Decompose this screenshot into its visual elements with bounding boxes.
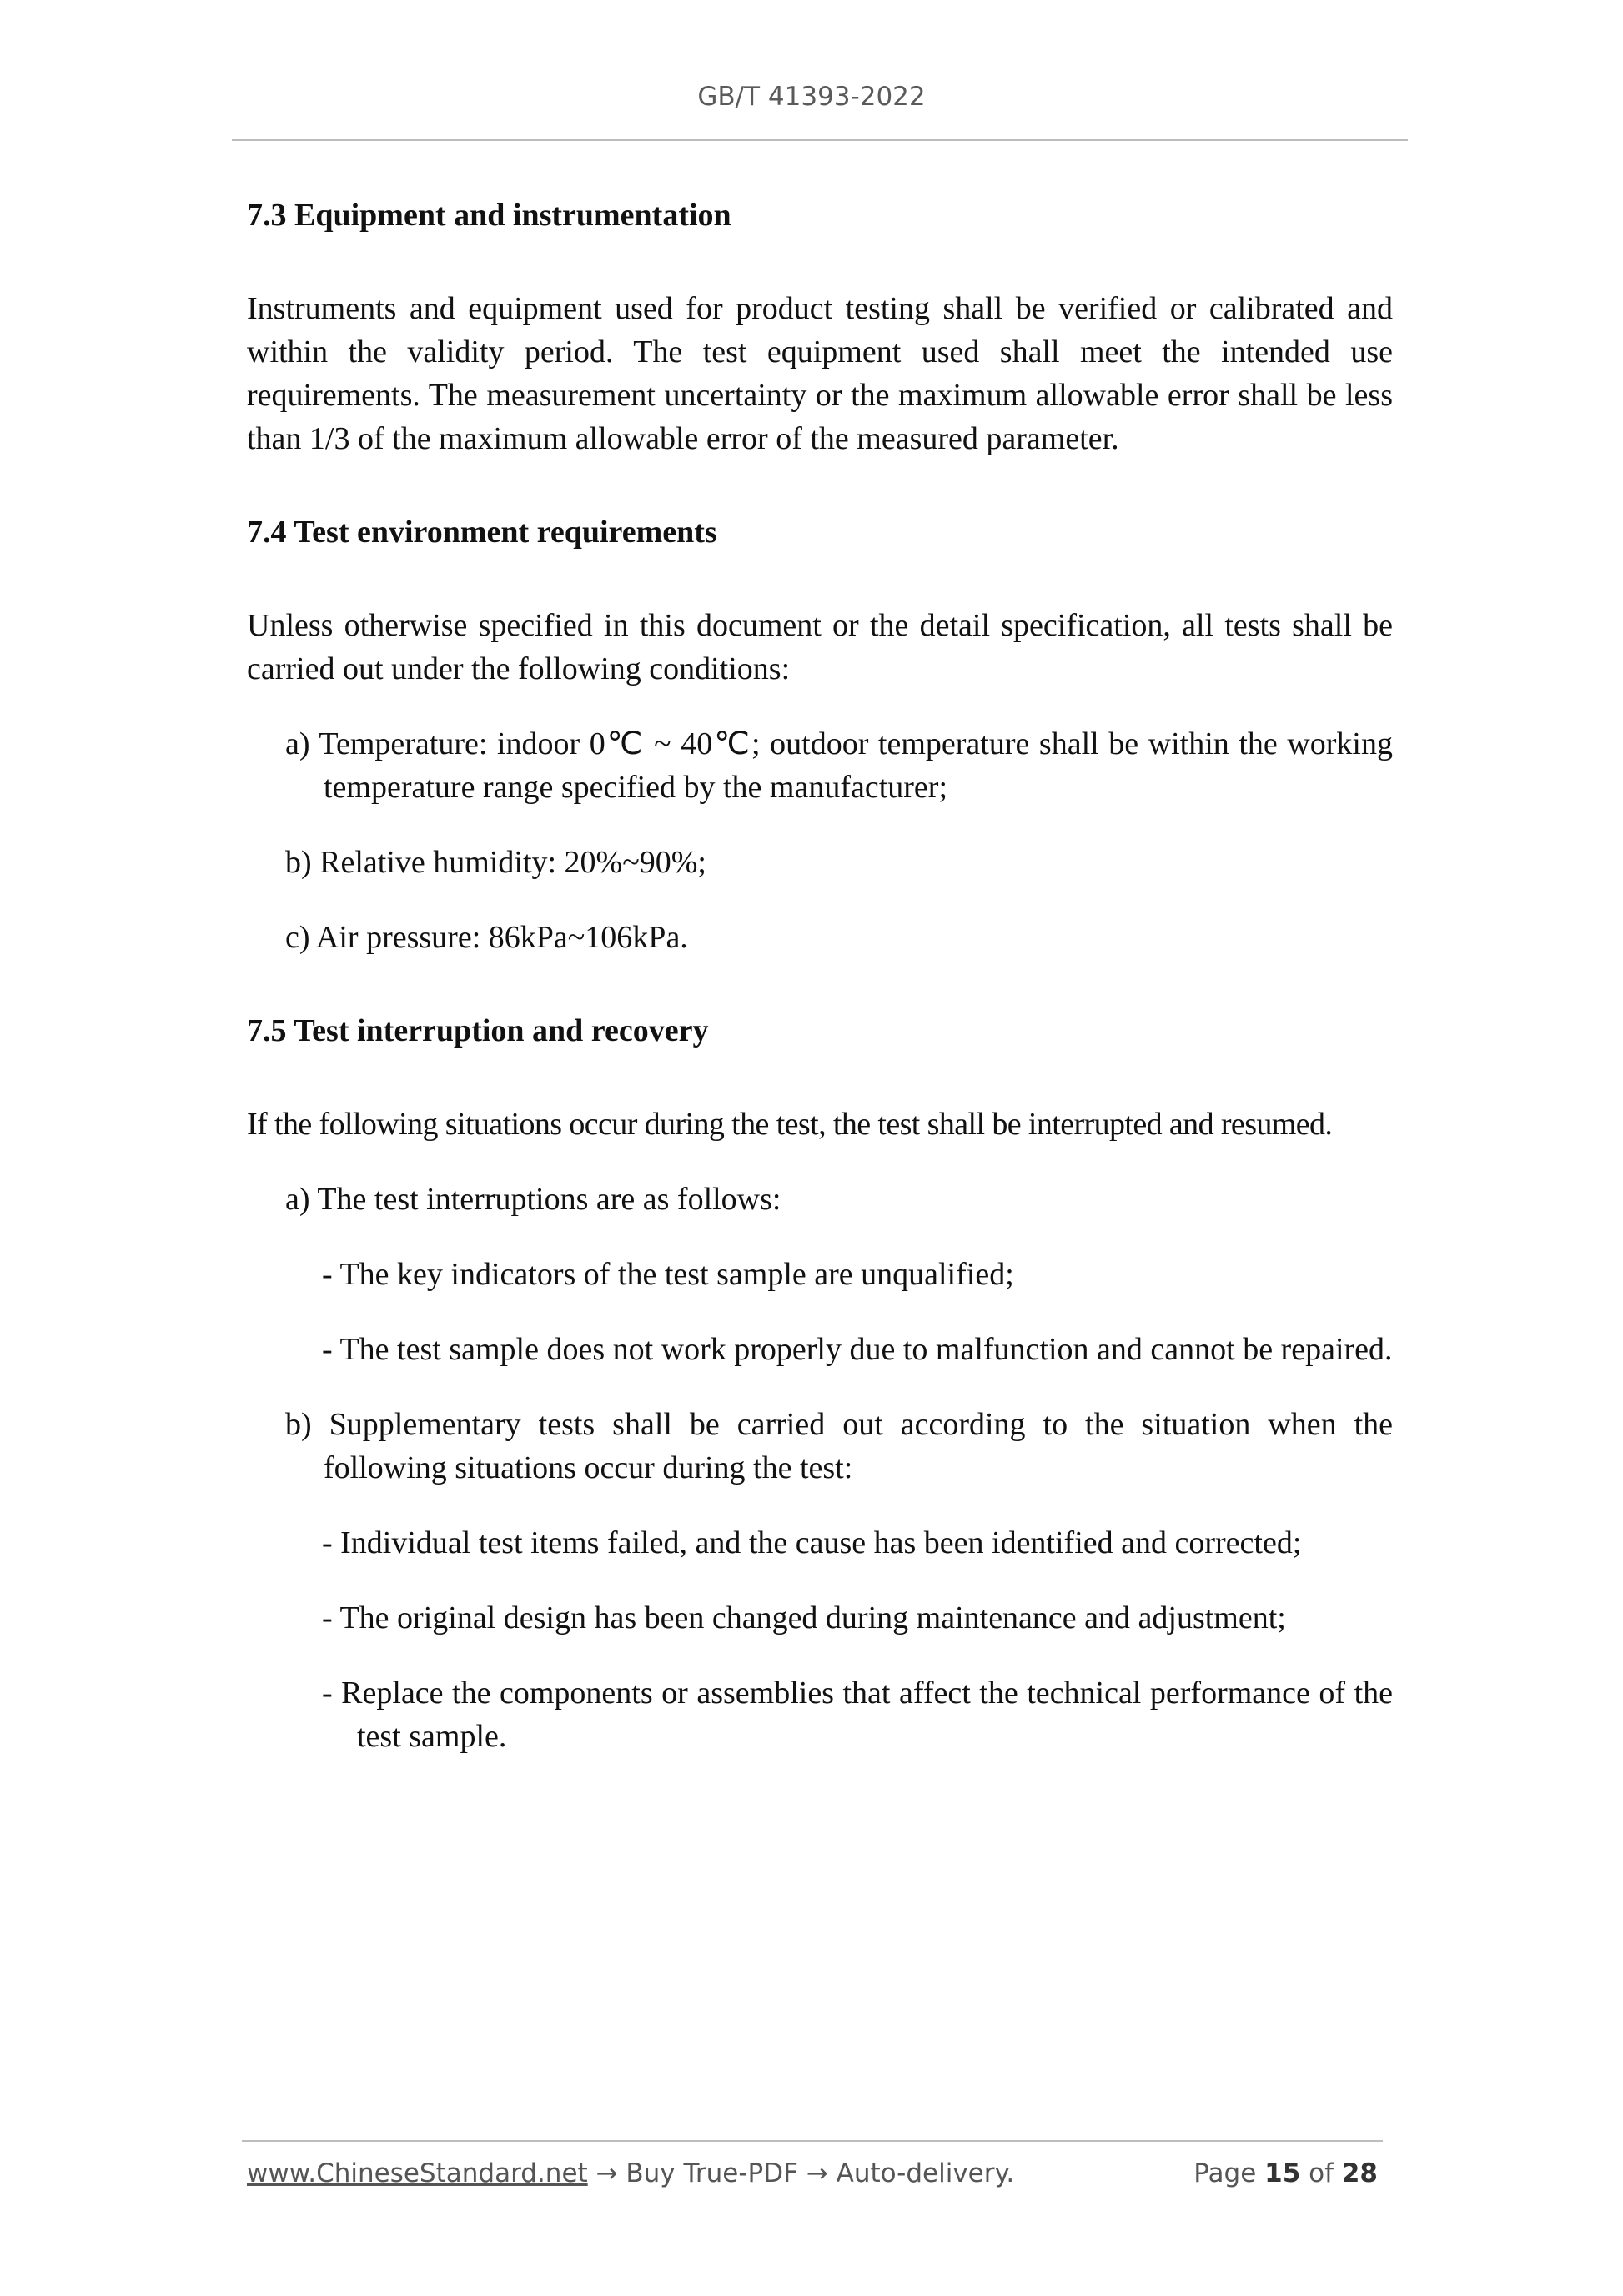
sub-list-item: - The key indicators of the test sample are unqualified; bbox=[322, 1257, 1014, 1292]
header-divider bbox=[232, 139, 1408, 141]
footer-divider bbox=[242, 2140, 1383, 2142]
website-link[interactable]: www.ChineseStandard.net bbox=[247, 2158, 588, 2188]
list-item-a: a) The test interruptions are as follows: bbox=[285, 1182, 781, 1217]
document-id: GB/T 41393-2022 bbox=[697, 82, 926, 112]
buy-pdf-text: Buy True-PDF bbox=[617, 2158, 806, 2188]
page-label: Page bbox=[1193, 2158, 1265, 2188]
sub-list-item: - Replace the components or assemblies that affect the technical performance of the test sample. bbox=[322, 1676, 1393, 1754]
document-body bbox=[247, 193, 1393, 1758]
of-label: of bbox=[1300, 2158, 1342, 2188]
section-7-4-heading: 7.4 Test environment requirements bbox=[247, 515, 717, 550]
total-pages: 28 bbox=[1341, 2158, 1378, 2188]
page-number: 15 bbox=[1264, 2158, 1301, 2188]
sub-list-item: - The original design has been changed during maintenance and adjustment; bbox=[322, 1600, 1286, 1635]
section-7-3-paragraph: Instruments and equipment used for product testing shall be verified or calibrated and within the validity period. The test equipment used shall meet the intended use requirements. The measurement uncertainty or the maximum allowable error shall be less than 1/3 of the maximum allowable error of the measured parameter. bbox=[247, 291, 1393, 456]
page-footer bbox=[247, 2158, 1378, 2200]
arrow-right-icon: → bbox=[806, 2158, 828, 2188]
section-7-3-heading: 7.3 Equipment and instrumentation bbox=[247, 198, 731, 233]
list-item: a) Temperature: indoor 0℃ ~ 40℃; outdoor temperature shall be within the working temperature range specified by the manufacturer; bbox=[285, 726, 1393, 805]
list-item: c) Air pressure: 86kPa~106kPa. bbox=[285, 920, 688, 955]
list-item-b: b) Supplementary tests shall be carried out according to the situation when the following situations occur during the test: bbox=[285, 1407, 1393, 1485]
sub-list-item: - Individual test items failed, and the cause has been identified and corrected; bbox=[322, 1525, 1302, 1560]
section-7-5-paragraph: If the following situations occur during the test, the test shall be interrupted and resumed. bbox=[247, 1107, 1333, 1142]
arrow-right-icon: → bbox=[595, 2158, 618, 2188]
list-item: b) Relative humidity: 20%~90%; bbox=[285, 845, 706, 880]
section-7-4-paragraph: Unless otherwise specified in this document or the detail specification, all tests shall be carried out under the following conditions: bbox=[247, 608, 1393, 686]
footer-promo bbox=[247, 2158, 1014, 2188]
section-7-5-heading: 7.5 Test interruption and recovery bbox=[247, 1013, 709, 1048]
auto-delivery-text: Auto-delivery. bbox=[827, 2158, 1015, 2188]
page-counter bbox=[1193, 2158, 1378, 2188]
sub-list-item: - The test sample does not work properly due to malfunction and cannot be repaired. bbox=[322, 1332, 1393, 1367]
